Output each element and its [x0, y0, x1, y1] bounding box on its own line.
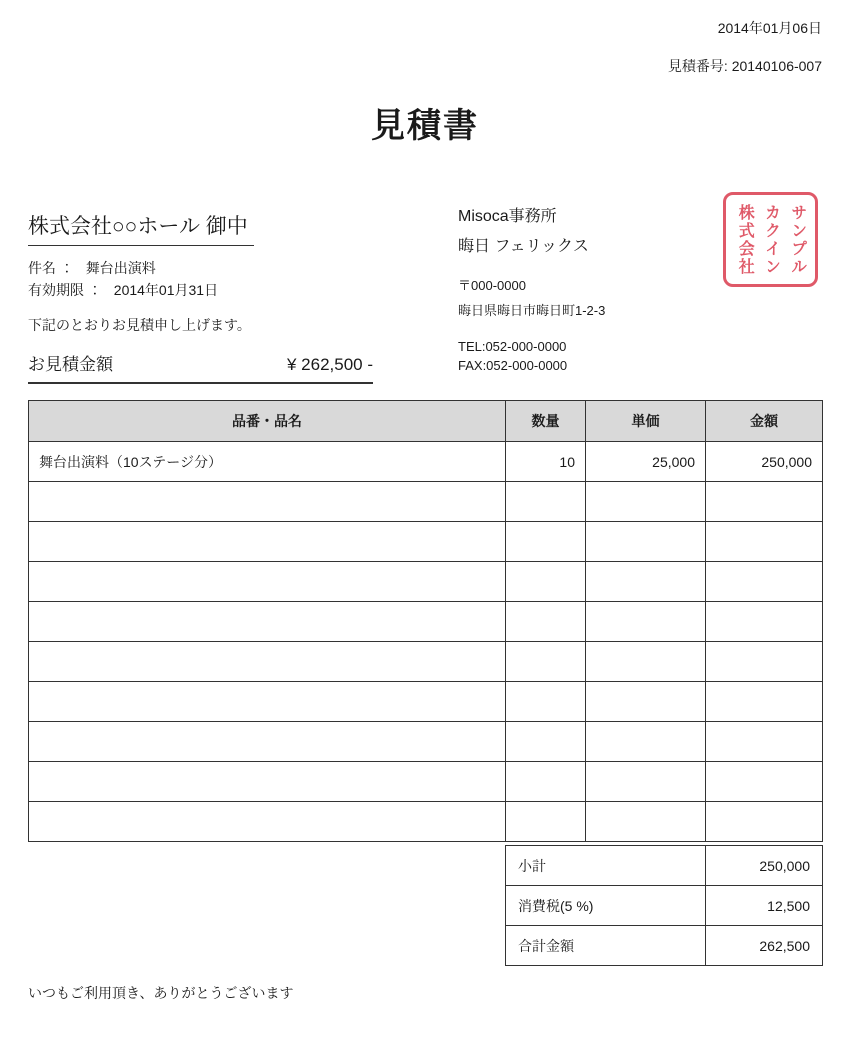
- empty-item-row: [29, 522, 823, 562]
- empty-item-row: [29, 562, 823, 602]
- totals-value: 250,000: [706, 846, 823, 886]
- issuer-person: 晦日 フェリックス: [458, 238, 589, 255]
- cell-quantity: [506, 642, 586, 682]
- cell-quantity: [506, 562, 586, 602]
- totals-value: 262,500: [706, 926, 823, 966]
- issuer-office: Misoca事務所: [458, 208, 557, 225]
- totals-row: [506, 846, 823, 886]
- empty-item-row: [29, 682, 823, 722]
- page-title: 見積書: [371, 107, 479, 145]
- stamp-column-0: サンプル: [788, 203, 806, 276]
- totals-label: 小計: [506, 846, 706, 886]
- empty-item-row: [29, 482, 823, 522]
- item-row: [29, 442, 823, 482]
- cell-quantity: [506, 762, 586, 802]
- cell-unit-price: [586, 682, 706, 722]
- empty-item-row: [29, 722, 823, 762]
- issue-date: 2014年01月06日: [717, 20, 822, 36]
- totals-table: [505, 845, 823, 966]
- subject-line: [28, 258, 156, 278]
- company-seal-stamp: [723, 192, 818, 287]
- cell-amount: [706, 762, 823, 802]
- cell-unit-price: 25,000: [586, 442, 706, 482]
- issuer-block: [458, 203, 605, 373]
- cell-amount: [706, 522, 823, 562]
- footer-thanks-text: いつもご利用頂き、ありがとうございます: [28, 985, 294, 1001]
- expiry-line: [28, 280, 218, 300]
- document-meta: [668, 18, 822, 94]
- cell-quantity: 10: [506, 442, 586, 482]
- cell-unit-price: [586, 562, 706, 602]
- estimate-amount-line: [28, 350, 373, 384]
- issuer-fax: FAX:052-000-0000: [458, 358, 568, 373]
- cell-amount: [706, 682, 823, 722]
- cell-unit-price: [586, 802, 706, 842]
- greeting-text: 下記のとおりお見積申し上げます。: [28, 317, 251, 333]
- empty-item-row: [29, 602, 823, 642]
- cell-amount: [706, 802, 823, 842]
- empty-item-row: [29, 642, 823, 682]
- estimate-number-line: [668, 56, 822, 76]
- cell-quantity: [506, 482, 586, 522]
- totals-value: 12,500: [706, 886, 823, 926]
- cell-quantity: [506, 722, 586, 762]
- col-header-amount: 金額: [706, 401, 823, 442]
- cell-item-name: [29, 642, 506, 682]
- cell-unit-price: [586, 642, 706, 682]
- cell-quantity: [506, 522, 586, 562]
- estimate-amount-value: ¥ 262,500 -: [286, 355, 373, 374]
- cell-item-name: [29, 722, 506, 762]
- subject-value: 舞台出演料: [85, 260, 156, 276]
- totals-row: [506, 886, 823, 926]
- estimate-number-value: 20140106-007: [731, 58, 822, 74]
- cell-amount: [706, 602, 823, 642]
- cell-item-name: [29, 562, 506, 602]
- issuer-postal-code: 〒000-0000: [458, 278, 526, 293]
- cell-unit-price: [586, 762, 706, 802]
- col-header-unit-price: 単価: [586, 401, 706, 442]
- totals-row: [506, 926, 823, 966]
- cell-item-name: [29, 602, 506, 642]
- items-table: [28, 400, 823, 842]
- cell-amount: [706, 722, 823, 762]
- cell-unit-price: [586, 602, 706, 642]
- cell-unit-price: [586, 482, 706, 522]
- stamp-column-2: 株式会社: [736, 203, 754, 276]
- recipient-name: 株式会社○○ホール 御中: [28, 210, 254, 246]
- cell-item-name: 舞台出演料（10ステージ分）: [29, 442, 506, 482]
- cell-quantity: [506, 602, 586, 642]
- cell-item-name: [29, 762, 506, 802]
- cell-amount: [706, 642, 823, 682]
- empty-item-row: [29, 802, 823, 842]
- cell-quantity: [506, 802, 586, 842]
- totals-label: 消費税(5 %): [506, 886, 706, 926]
- cell-unit-price: [586, 522, 706, 562]
- stamp-column-1: カクイン: [762, 203, 780, 276]
- items-header-row: [29, 401, 823, 442]
- estimate-number-label: 見積番号:: [667, 58, 728, 74]
- cell-amount: [706, 482, 823, 522]
- expiry-label: 有効期限 ：: [28, 282, 102, 298]
- totals-label: 合計金額: [506, 926, 706, 966]
- cell-unit-price: [586, 722, 706, 762]
- items-body: [29, 442, 823, 842]
- cell-item-name: [29, 522, 506, 562]
- issuer-tel: TEL:052-000-0000: [458, 339, 567, 354]
- subject-label: 件名 ：: [28, 260, 74, 276]
- expiry-value: 2014年01月31日: [113, 282, 219, 298]
- cell-item-name: [29, 682, 506, 722]
- col-header-quantity: 数量: [506, 401, 586, 442]
- cell-item-name: [29, 482, 506, 522]
- estimate-amount-label: お見積金額: [28, 355, 113, 374]
- cell-quantity: [506, 682, 586, 722]
- cell-amount: 250,000: [706, 442, 823, 482]
- cell-amount: [706, 562, 823, 602]
- issuer-address: 晦日県晦日市晦日町1-2-3: [458, 303, 606, 318]
- totals-body: [506, 846, 823, 966]
- empty-item-row: [29, 762, 823, 802]
- cell-item-name: [29, 802, 506, 842]
- col-header-item-name: 品番・品名: [29, 401, 506, 442]
